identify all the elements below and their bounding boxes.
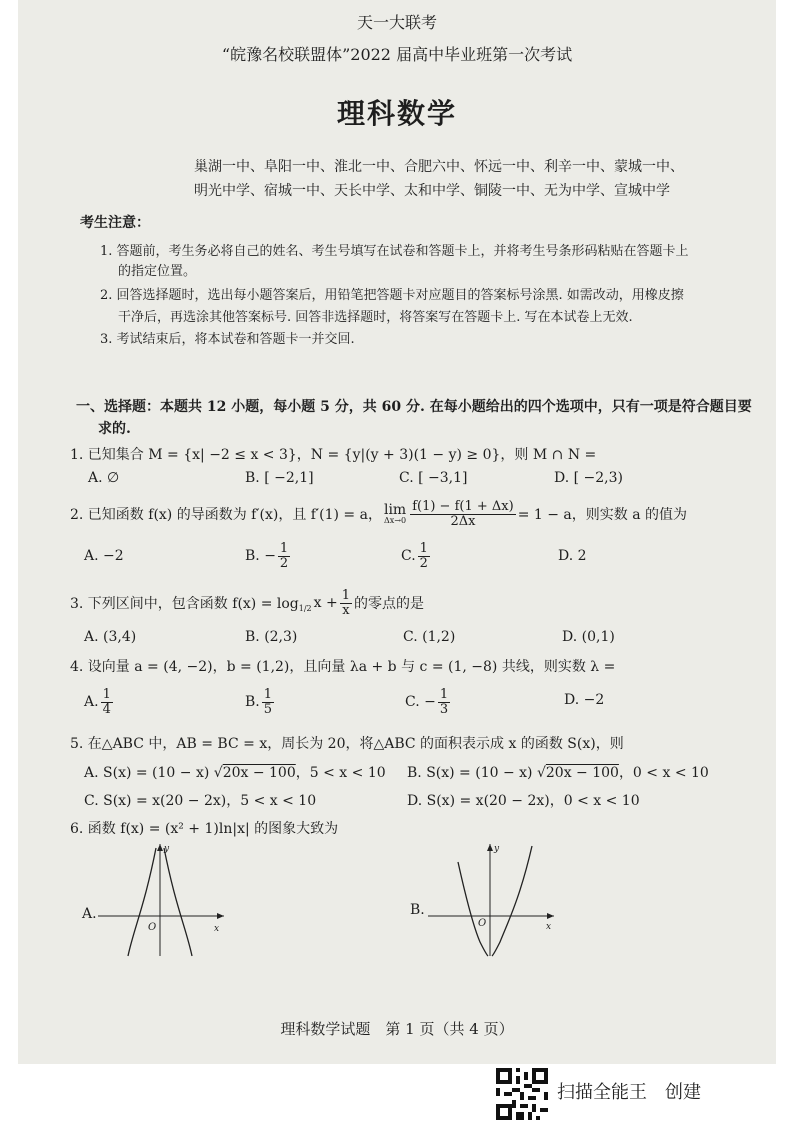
q2-option-b: B. − $\frac{1}{2}$ bbox=[245, 540, 289, 571]
q1-option-b: B. [ −2,1] bbox=[245, 470, 314, 486]
question-5-stem: 5. 在△ABC 中，AB = BC = x，周长为 20，将△ABC 的面积表示成 x 的函数 S(x)，则 bbox=[70, 736, 624, 752]
notice-title: 考生注意： bbox=[80, 215, 150, 231]
notice-item: 的指定位置。 bbox=[118, 264, 197, 279]
q2-option-d: D. 2 bbox=[558, 548, 587, 564]
notice-item: 1. 答题前，考生务必将自己的姓名、考生号填写在试卷和答题卡上，并将考生号条形码粘贴在答题卡上 bbox=[100, 244, 689, 259]
schools-line-2: 明光中学、宿城一中、天长中学、太和中学、铜陵一中、无为中学、宣城中学 bbox=[194, 183, 670, 199]
notice-item: 3. 考试结束后，将本试卷和答题卡一并交回. bbox=[100, 332, 355, 347]
q6-graph-b bbox=[428, 838, 558, 958]
q5-option-d: D. S(x) = x(20 − 2x)，0 < x < 10 bbox=[407, 793, 640, 809]
scanner-watermark: 扫描全能王 创建 bbox=[557, 1082, 701, 1103]
subject-title: 理科数学 bbox=[336, 97, 457, 130]
q3-option-d: D. (0,1) bbox=[562, 629, 615, 645]
notice-item: 2. 回答选择题时，选出每小题答案后，用铅笔把答题卡对应题目的答案标号涂黑. 如需改动，用橡皮擦 bbox=[100, 288, 684, 303]
svg-text:x: x bbox=[214, 924, 220, 934]
q3-option-b: B. (2,3) bbox=[245, 629, 298, 645]
svg-text:y: y bbox=[164, 844, 170, 854]
section-heading: 一、选择题：本题共 12 小题，每小题 5 分，共 60 分. 在每小题给出的四个选项中，只有一项是符合题目要 bbox=[76, 399, 752, 415]
q4-option-c: C. − $\frac{1}{3}$ bbox=[405, 686, 449, 717]
q6-option-b-label: B. bbox=[410, 902, 425, 918]
q1-option-a: A. ∅ bbox=[88, 470, 120, 486]
q6-graph-a bbox=[98, 838, 228, 958]
q5-option-c: C. S(x) = x(20 − 2x)，5 < x < 10 bbox=[84, 793, 317, 809]
q3-option-c: C. (1,2) bbox=[403, 629, 456, 645]
q1-option-c: C. [ −3,1] bbox=[399, 470, 468, 486]
q1-option-d: D. [ −2,3) bbox=[554, 470, 623, 486]
question-6-stem: 6. 函数 f(x) = (x² + 1)ln|x| 的图象大致为 bbox=[70, 821, 339, 837]
q6-option-a-label: A. bbox=[82, 906, 97, 922]
exam-paper bbox=[18, 0, 776, 1064]
question-1-stem: 1. 已知集合 M = {x| −2 ≤ x < 3}，N = {y|(y + 3)(1 − y) ≥ 0}，则 M ∩ N = bbox=[70, 447, 597, 463]
org-title: 天一大联考 bbox=[356, 13, 437, 32]
q5-option-a: A. S(x) = (10 − x) √20x − 100，5 < x < 10 bbox=[84, 765, 386, 781]
svg-text:O: O bbox=[478, 918, 487, 929]
section-heading-cont: 求的. bbox=[98, 421, 131, 437]
q5-option-b: B. S(x) = (10 − x) √20x − 100，0 < x < 10 bbox=[407, 765, 709, 781]
notice-item: 干净后，再选涂其他答案标号. 回答非选择题时，将答案写在答题卡上. 写在本试卷上无效. bbox=[118, 310, 633, 325]
question-4-stem: 4. 设向量 a = (4, −2)，b = (1,2)，且向量 λa + b 与 c = (1, −8) 共线，则实数 λ = bbox=[70, 659, 616, 675]
q4-option-b: B. $\frac{1}{5}$ bbox=[245, 686, 273, 717]
exam-title: “皖豫名校联盟体”2022 届高中毕业班第一次考试 bbox=[221, 45, 573, 64]
qr-code-icon bbox=[496, 1068, 548, 1120]
svg-text:O: O bbox=[148, 922, 157, 933]
svg-text:x: x bbox=[546, 922, 552, 932]
q2-option-c: C. $\frac{1}{2}$ bbox=[401, 540, 428, 571]
schools-line-1: 巢湖一中、阜阳一中、淮北一中、合肥六中、怀远一中、利辛一中、蒙城一中、 bbox=[194, 159, 684, 175]
page-footer: 理科数学试题 第 1 页（共 4 页） bbox=[280, 1020, 514, 1038]
q4-option-a: A. $\frac{1}{4}$ bbox=[84, 686, 111, 717]
q4-option-d: D. −2 bbox=[564, 692, 605, 708]
svg-text:y: y bbox=[494, 844, 500, 854]
q3-option-a: A. (3,4) bbox=[84, 629, 137, 645]
question-3-stem: 3. 下列区间中，包含函数 f(x) = log 1/2 x + $\frac{1}{x}$ 的零点的是 bbox=[70, 587, 424, 618]
q2-option-a: A. −2 bbox=[84, 548, 124, 564]
question-2-stem: 2. 已知函数 f(x) 的导函数为 f′(x)，且 f′(1) = a， lim Δx→0 $\frac{f(1) - f(1 + \Delta x)}{2\Delta x}$ = 1 − a，则实数 a 的值为 bbox=[70, 498, 688, 529]
